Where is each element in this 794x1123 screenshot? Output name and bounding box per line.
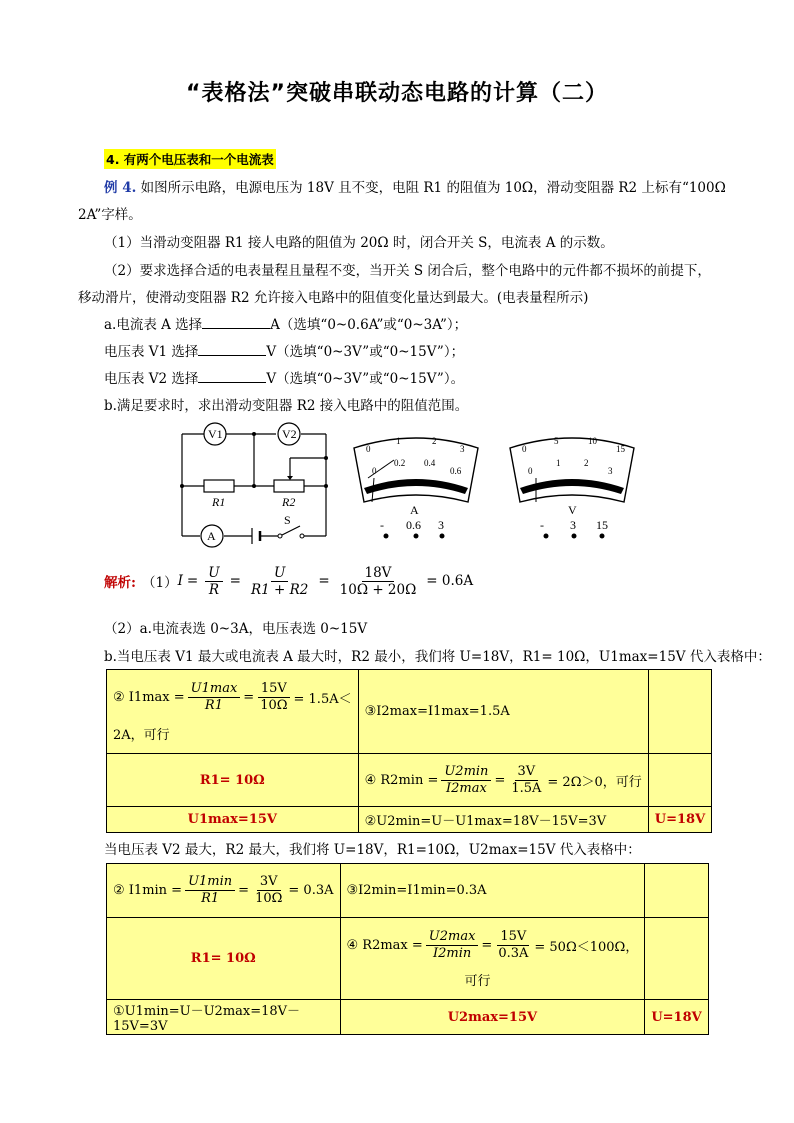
page-title: “表格法”突破串联动态电路的计算（二） xyxy=(186,81,608,106)
t1-frac-d-den: 1.5A xyxy=(511,780,542,796)
eq-frac-1-num: U xyxy=(205,565,222,582)
t2-cell-r1c1: ② I1min = $\frac{U1\min}{R1}$ = $\frac{3V}{10\Omega}$ = 0.3A xyxy=(107,864,341,918)
t2-frac-a-den: R1 xyxy=(201,891,220,906)
t1-frac-b-num: 15V xyxy=(258,681,290,698)
ammeter-bottom-3: 0.6 xyxy=(450,466,462,476)
analysis-2a: （2）a.电流表选 0~3A，电压表选 0~15V xyxy=(104,621,368,637)
ammeter-term-0: - xyxy=(380,518,384,532)
analysis-equation: 解析: （1） I = $\frac{U}{R}$ = $\frac{U}{R1 + R2}$ = $\frac{18V}{10\Omega + 20\Omega}$ = 0.6A xyxy=(104,564,474,598)
qa3-suffix: V（选填“0~3V”或“0~15V”）。 xyxy=(266,371,465,387)
ammeter-top-3: 3 xyxy=(460,444,465,454)
t2-i1min-result: = 0.3A xyxy=(288,883,334,898)
voltmeter-top-2: 10 xyxy=(588,436,597,446)
t1-frac-d-num: 3V xyxy=(515,764,539,781)
t2-r2max-result: = 50Ω＜100Ω， xyxy=(534,939,639,955)
ammeter-bottom-0: 0 xyxy=(372,466,377,476)
ammeter-bottom-2: 0.4 xyxy=(424,458,436,468)
analysis-3: 当电压表 V2 最大，R2 最大，我们将 U=18V，R1=10Ω，U2max=15V 代入表格中： xyxy=(104,842,641,858)
analysis-label: 解析: xyxy=(104,575,136,591)
voltmeter-bottom-3: 3 xyxy=(608,466,613,476)
t1-cell-r3c3: U=18V xyxy=(648,807,711,833)
switch-label: S xyxy=(284,513,291,527)
qa3-prefix: 电压表 V2 选择 xyxy=(104,371,199,387)
circuit-diagram xyxy=(176,418,336,556)
voltmeter-bottom-1: 1 xyxy=(556,458,561,468)
ammeter-top-2: 2 xyxy=(432,436,437,446)
eq-current-symbol: I xyxy=(177,573,183,589)
eq-frac-1-den: R xyxy=(208,581,220,598)
r1-label: R1 xyxy=(212,495,226,509)
ammeter-term-2: 3 xyxy=(438,518,444,532)
voltmeter-term-0: - xyxy=(540,518,544,532)
answer-blank-3[interactable] xyxy=(198,370,266,383)
t2-frac-d-den: 0.3A xyxy=(498,945,529,961)
eq-frac-3 xyxy=(337,565,420,598)
t1-cell-r3c1: U1max=15V xyxy=(107,807,359,833)
example-text-1: 如图所示电路，电源电压为 18V 且不变，电阻 R1 的阻值为 10Ω，滑动变阻器 R2 上标有“100Ω xyxy=(140,180,726,196)
t1-i1max-result: = 1.5A＜ xyxy=(293,691,352,707)
ammeter-term-1: 0.6 xyxy=(406,518,421,532)
voltmeter-bottom-0: 0 xyxy=(528,466,533,476)
t2-i1min-label: ② I1min = xyxy=(113,883,183,898)
ammeter-bottom-1: 0.2 xyxy=(394,458,406,468)
ammeter-top-0: 0 xyxy=(366,444,371,454)
t2-cell-r3c1: ①U1min=U－U2max=18V－15V=3V xyxy=(107,1000,341,1035)
eq-frac-1 xyxy=(205,565,222,598)
calc-table-2 xyxy=(106,863,709,1035)
v2-symbol: V2 xyxy=(282,427,297,441)
eq-frac-2 xyxy=(248,565,311,598)
t1-cell-r2c1: R1= 10Ω xyxy=(107,754,359,807)
eq-result: = 0.6A xyxy=(426,573,474,589)
voltmeter-term-2: 15 xyxy=(596,518,608,532)
t2-cell-r3c3: U=18V xyxy=(645,1000,708,1035)
eq-frac-2-num: U xyxy=(271,565,288,582)
qa2-prefix: 电压表 V1 选择 xyxy=(104,344,199,360)
calc-table-1 xyxy=(106,669,712,833)
t2-cell-r3c2: U2max=15V xyxy=(340,1000,645,1035)
t1-r2min-result: = 2Ω＞0，可行 xyxy=(547,774,642,790)
ammeter-symbol: A xyxy=(207,529,216,543)
ammeter-letter: A xyxy=(410,503,419,517)
t2-cell-r1c3 xyxy=(645,864,708,918)
question-2b: 移动滑片，使滑动变阻器 R2 允许接入电路中的阻值变化量达到最大。(电表量程所示) xyxy=(78,290,589,306)
t1-frac-c-den: I2max xyxy=(445,780,487,796)
answer-blank-1[interactable] xyxy=(202,316,270,329)
eq-frac-3-num: 18V xyxy=(362,565,395,582)
t2-r2max-label: ④ R2max = xyxy=(346,937,423,953)
eq-frac-2-den: R1 + R2 xyxy=(250,581,309,598)
t2-r2max-note: 可行 xyxy=(464,973,491,989)
r2-label: R2 xyxy=(282,495,296,509)
example-line-2: 2A”字样。 xyxy=(78,207,142,223)
ammeter-top-1: 1 xyxy=(396,436,401,446)
answer-blank-2[interactable] xyxy=(198,343,266,356)
t2-cell-r2c1: R1= 10Ω xyxy=(107,918,341,1000)
qa1-prefix: a.电流表 A 选择 xyxy=(104,317,203,333)
voltmeter-bottom-2: 2 xyxy=(584,458,589,468)
t1-r2min-label: ④ R2min = xyxy=(364,772,439,788)
voltmeter-term-1: 3 xyxy=(570,518,576,532)
question-1: （1）当滑动变阻器 R1 接人电路的阻值为 20Ω 时，闭合开关 S，电流表 A 的示数。 xyxy=(104,235,614,251)
t1-cell-r2c2: ④ R2min = $\frac{U2\min}{I2\max}$ = $\frac{3V}{1.5A}$ = 2Ω＞0，可行 xyxy=(358,754,648,807)
t2-cell-r1c2: ③I2min=I1min=0.3A xyxy=(340,864,645,918)
analysis-q1-prefix: （1） xyxy=(141,575,178,591)
t1-frac-a-num: U1max xyxy=(188,681,241,698)
t1-cell-r1c2: ③I2max=I1max=1.5A xyxy=(358,670,648,754)
voltmeter-letter: V xyxy=(568,503,577,517)
question-2a: （2）要求选择合适的电表量程且量程不变，当开关 S 闭合后，整个电路中的元件都不损坏的前提下， xyxy=(104,263,711,279)
qa1-suffix: A（选填“0~0.6A”或“0~3A”）； xyxy=(270,317,468,333)
t1-cell-r2c3 xyxy=(648,754,711,807)
t2-cell-r2c3 xyxy=(645,918,708,1000)
t2-frac-d-num: 15V xyxy=(497,929,529,946)
question-b: b.满足要求时，求出滑动变阻器 R2 接入电路中的阻值范围。 xyxy=(104,398,469,414)
voltmeter-dial xyxy=(506,432,638,542)
question-a1 xyxy=(104,313,467,333)
t1-frac-b-den: 10Ω xyxy=(260,697,288,713)
t1-frac-a-den: R1 xyxy=(204,697,223,713)
t1-frac-c-num: U2min xyxy=(441,764,491,781)
t2-frac-b-num: 3V xyxy=(257,874,281,891)
question-a3 xyxy=(104,367,464,387)
ammeter-dial xyxy=(350,432,482,542)
voltmeter-top-0: 0 xyxy=(522,444,527,454)
t1-i1max-note: 2A，可行 xyxy=(113,727,170,743)
voltmeter-top-3: 15 xyxy=(616,444,625,454)
example-line-1 xyxy=(104,176,726,196)
voltmeter-top-1: 5 xyxy=(554,436,559,446)
t2-frac-a-num: U1min xyxy=(185,874,235,891)
qa2-suffix: V（选填“0~3V”或“0~15V”）； xyxy=(266,344,465,360)
v1-symbol: V1 xyxy=(208,427,223,441)
t1-cell-r3c2: ②U2min=U－U1max=18V－15V=3V xyxy=(358,807,648,833)
t2-frac-c-den: I2min xyxy=(432,945,472,961)
analysis-2b: b.当电压表 V1 最大或电流表 A 最大时，R2 最小，我们将 U=18V，R1= 10Ω，U1max=15V 代入表格中： xyxy=(104,649,771,665)
t1-cell-r1c1: ② I1max = $\frac{U1\max}{R1}$ = $\frac{15V}{10\Omega}$ = 1.5A＜ 2A，可行 xyxy=(107,670,359,754)
question-a2 xyxy=(104,340,464,360)
t2-frac-b-den: 10Ω xyxy=(255,891,283,906)
eq-frac-3-den: 10Ω + 20Ω xyxy=(339,581,417,598)
example-label: 例 4. xyxy=(104,180,137,196)
t2-cell-r2c2: ④ R2max = $\frac{U2\max}{I2\min}$ = $\frac{15V}{0.3A}$ = 50Ω＜100Ω， 可行 xyxy=(340,918,645,1000)
t1-cell-r1c3 xyxy=(648,670,711,754)
section-heading: 4. 有两个电压表和一个电流表 xyxy=(104,149,276,169)
t1-i1max-label: ② I1max = xyxy=(113,689,185,705)
t2-frac-c-num: U2max xyxy=(426,929,479,946)
